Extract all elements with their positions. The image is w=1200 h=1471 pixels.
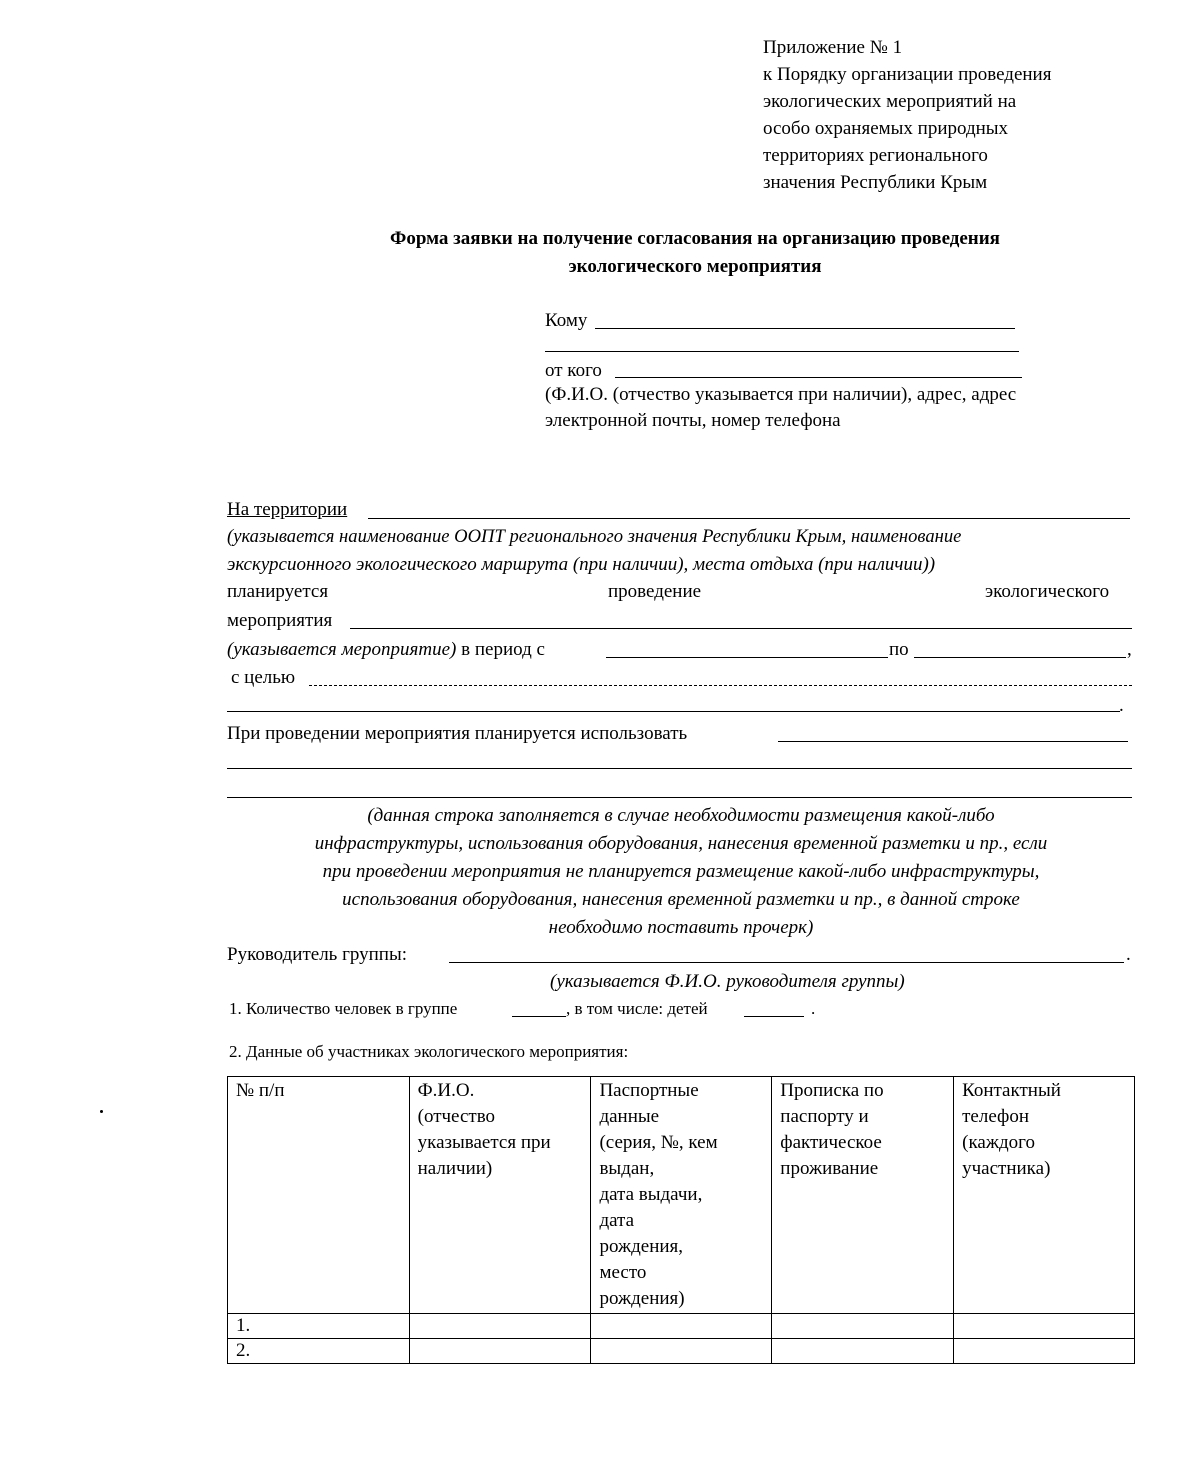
table-cell-passport[interactable] — [591, 1339, 772, 1364]
period-comma: , — [1127, 639, 1132, 660]
group-count-text-c: . — [811, 999, 816, 1018]
form-title-line-1: Форма заявки на получение согласования на организацию проведения — [390, 228, 1000, 249]
column-header-name: Ф.И.О. (отчество указывается при наличии) — [409, 1077, 591, 1314]
leader-label: Руководитель группы: — [227, 944, 408, 965]
event-field[interactable] — [350, 628, 1132, 629]
from-field[interactable] — [615, 377, 1022, 378]
territory-field[interactable] — [368, 518, 1130, 519]
event-word-planned: планируется — [227, 581, 329, 602]
column-header-passport: Паспортные данные (серия, №, кем выдан, дата выдачи, дата рождения, место рождения) — [591, 1077, 772, 1314]
form-title — [0, 225, 1200, 281]
usage-field-line-2[interactable] — [227, 768, 1132, 769]
children-count-field[interactable] — [744, 1016, 804, 1017]
participants-heading: 2. Данные об участниках экологического мероприятия: — [229, 1042, 629, 1061]
usage-note — [227, 802, 1135, 942]
table-cell-registration[interactable] — [772, 1314, 954, 1339]
event-label: мероприятия — [227, 610, 333, 631]
period-to-field[interactable] — [914, 657, 1126, 658]
to-field-line-2[interactable] — [545, 351, 1019, 352]
territory-note-line-2: экскурсионного экологического маршрута (при наличии), места отдыха (при наличии)) — [227, 554, 936, 575]
table-row — [228, 1314, 1135, 1339]
leader-dot: . — [1126, 944, 1131, 965]
group-count-field[interactable] — [512, 1016, 566, 1017]
leader-field[interactable] — [449, 962, 1124, 963]
table-cell-phone[interactable] — [954, 1314, 1135, 1339]
period-to-label: по — [889, 639, 909, 660]
appendix-line: территориях регионального — [763, 145, 988, 166]
from-label: от кого — [545, 360, 602, 381]
event-word-conduct: проведение — [608, 581, 702, 602]
table-cell-number: 2. — [228, 1339, 410, 1364]
addressee-note-line-2: электронной почты, номер телефона — [545, 410, 841, 431]
table-cell-passport[interactable] — [591, 1314, 772, 1339]
column-header-number: № п/п — [228, 1077, 410, 1314]
usage-field[interactable] — [778, 741, 1128, 742]
usage-label: При проведении мероприятия планируется использовать — [227, 723, 688, 744]
usage-note-line: необходимо поставить прочерк) — [548, 917, 814, 938]
usage-note-line: при проведении мероприятия не планируется размещение какой-либо инфраструктуры, — [322, 861, 1040, 882]
table-cell-name[interactable] — [409, 1314, 591, 1339]
purpose-dot: . — [1119, 695, 1124, 716]
event-period-row — [227, 637, 545, 663]
table-cell-name[interactable] — [409, 1339, 591, 1364]
to-field[interactable] — [595, 328, 1015, 329]
scan-dot — [100, 1110, 103, 1113]
territory-note-line-1: (указывается наименование ООПТ регионального значения Республики Крым, наименование — [227, 526, 962, 547]
appendix-header — [763, 34, 1051, 196]
column-header-registration: Прописка по паспорту и фактическое проживание — [772, 1077, 954, 1314]
event-word-ecological: экологического — [985, 581, 1110, 602]
table-cell-phone[interactable] — [954, 1339, 1135, 1364]
to-label: Кому — [545, 310, 588, 331]
participants-table — [227, 1076, 1135, 1364]
usage-note-line: использования оборудования, нанесения временной разметки и пр., в данной строке — [342, 889, 1020, 910]
table-header-row — [228, 1077, 1135, 1314]
usage-note-line: инфраструктуры, использования оборудования, нанесения временной разметки и пр., если — [314, 833, 1048, 854]
territory-label: На территории — [227, 499, 348, 520]
appendix-line: к Порядку организации проведения — [763, 64, 1052, 85]
appendix-line: Приложение № 1 — [763, 37, 903, 58]
event-note: (указывается мероприятие) — [227, 639, 457, 660]
page-number-mark — [676, 0, 683, 2]
usage-note-line: (данная строка заполняется в случае необходимости размещения какой-либо — [367, 805, 995, 826]
appendix-line: значения Республики Крым — [763, 172, 988, 193]
appendix-line: экологических мероприятий на — [763, 91, 1017, 112]
purpose-field-line-2[interactable] — [227, 711, 1120, 712]
table-cell-number: 1. — [228, 1314, 410, 1339]
purpose-field[interactable] — [309, 685, 1132, 686]
table-row — [228, 1339, 1135, 1364]
group-count-text-a: 1. Количество человек в группе — [229, 999, 458, 1018]
addressee-note-line-1: (Ф.И.О. (отчество указывается при наличии), адрес, адрес — [545, 384, 1017, 405]
purpose-label: с целью — [231, 667, 296, 688]
appendix-line: особо охраняемых природных — [763, 118, 1009, 139]
column-header-phone: Контактный телефон (каждого участника) — [954, 1077, 1135, 1314]
form-title-line-2: экологического мероприятия — [568, 256, 822, 277]
leader-note: (указывается Ф.И.О. руководителя группы) — [550, 971, 905, 992]
period-from-label: в период с — [456, 639, 545, 660]
table-cell-registration[interactable] — [772, 1339, 954, 1364]
usage-field-line-3[interactable] — [227, 797, 1132, 798]
group-count-text-b: , в том числе: детей — [566, 999, 708, 1018]
period-from-field[interactable] — [606, 657, 888, 658]
